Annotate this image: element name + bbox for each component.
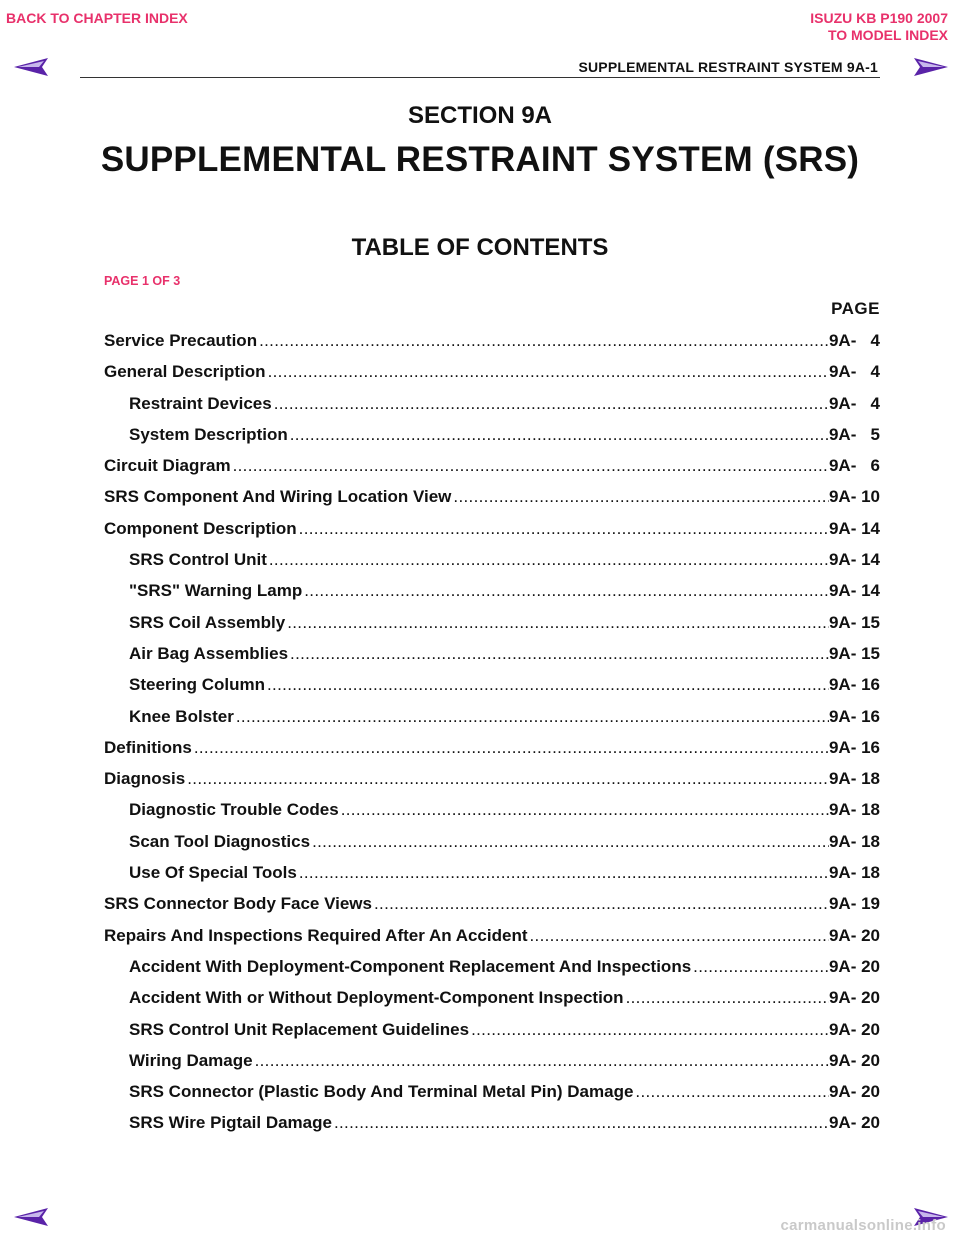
toc-entry-title: "SRS" Warning Lamp (129, 581, 303, 601)
toc-entry-title: SRS Coil Assembly (129, 612, 286, 632)
toc-entry[interactable] (104, 732, 880, 763)
toc-entry-title: Diagnostic Trouble Codes (129, 800, 339, 820)
toc-leader-dots (691, 951, 829, 982)
toc-entry[interactable] (104, 481, 880, 512)
toc-entry-page: 9A- 20 (828, 1019, 880, 1039)
toc-entry-title: Component Description (104, 518, 297, 538)
toc-entry[interactable] (104, 763, 880, 794)
toc-entry-title: System Description (129, 424, 288, 444)
toc-entry-page: 9A- 15 (828, 612, 880, 632)
toc-entry-page: 9A- 20 (828, 956, 880, 976)
toc-entry-title: Circuit Diagram (104, 456, 231, 476)
toc-entry-page: 9A- 20 (828, 1082, 880, 1102)
toc-entry-title: Repairs And Inspections Required After An Accident (104, 925, 528, 945)
model-title-link[interactable]: ISUZU KB P190 2007 (810, 10, 948, 26)
toc-entry[interactable] (104, 857, 880, 888)
toc-entry-title: SRS Control Unit Replacement Guidelines (129, 1019, 470, 1039)
toc-entry[interactable] (104, 356, 880, 387)
back-to-chapter-index-link[interactable]: BACK TO CHAPTER INDEX (6, 10, 188, 26)
toc-entry-title: Steering Column (129, 675, 266, 695)
toc-entry[interactable] (104, 888, 880, 919)
toc-entry-title: SRS Connector (Plastic Body And Terminal Metal Pin) Damage (129, 1082, 634, 1102)
toc-entry-title: SRS Control Unit (129, 550, 267, 570)
arrow-left-icon[interactable] (12, 1206, 52, 1228)
toc-entry-title: Knee Bolster (129, 706, 234, 726)
toc-entry[interactable] (104, 325, 880, 356)
toc-leader-dots (234, 701, 829, 732)
toc-entry-title: Restraint Devices (129, 393, 272, 413)
watermark: carmanualsonline.info (780, 1217, 946, 1234)
toc-entry-page: 9A- 4 (828, 331, 880, 350)
toc-leader-dots (265, 669, 829, 700)
toc-leader-dots (267, 544, 829, 575)
toc-leader-dots (192, 732, 829, 763)
toc-entry-title: General Description (104, 362, 266, 382)
arrow-right-icon[interactable] (910, 56, 950, 78)
toc-entry[interactable] (104, 450, 880, 481)
toc-leader-dots (272, 388, 829, 419)
toc-entry-title: Accident With Deployment-Component Replacement And Inspections (129, 956, 692, 976)
toc-entry[interactable] (104, 1076, 880, 1107)
toc-leader-dots (231, 450, 829, 481)
toc-leader-dots (528, 920, 829, 951)
toc-entry-page: 9A- 19 (828, 894, 880, 914)
toc-entry-page: 9A- 14 (828, 581, 880, 601)
toc-leader-dots (297, 513, 829, 544)
toc-leader-dots (624, 982, 829, 1013)
toc-leader-dots (451, 481, 829, 512)
toc-entry-page: 9A- 20 (828, 925, 880, 945)
toc-entry-title: Diagnosis (104, 769, 186, 789)
toc-entry-page: 9A- 20 (828, 1050, 880, 1070)
toc-entry[interactable] (104, 982, 880, 1013)
toc-entry-title: Wiring Damage (129, 1050, 253, 1070)
toc-entry-page: 9A- 18 (828, 831, 880, 851)
toc-leader-dots (288, 638, 829, 669)
toc-leader-dots (302, 575, 829, 606)
toc-entry-title: Definitions (104, 737, 192, 757)
toc-entry[interactable] (104, 1014, 880, 1045)
toc-leader-dots (633, 1076, 829, 1107)
toc-entry[interactable] (104, 920, 880, 951)
toc-entry-page: 9A- 6 (828, 456, 880, 476)
toc-entry-page: 9A- 4 (828, 362, 880, 382)
toc-leader-dots (332, 1107, 829, 1138)
toc-entry-title: Service Precaution (104, 331, 258, 350)
toc-leader-dots (372, 888, 829, 919)
arrow-left-icon[interactable] (12, 56, 52, 78)
toc-entry-title: SRS Wire Pigtail Damage (129, 1113, 332, 1133)
toc-leader-dots (185, 763, 829, 794)
toc-heading: TABLE OF CONTENTS (351, 234, 609, 261)
toc-entry-title: SRS Component And Wiring Location View (104, 487, 452, 507)
toc-entry[interactable] (104, 951, 880, 982)
toc-entry-title: Scan Tool Diagnostics (129, 831, 311, 851)
toc-entry-page: 9A- 15 (828, 643, 880, 663)
toc-entry[interactable] (104, 794, 880, 825)
toc-entry-page: 9A- 16 (828, 706, 880, 726)
toc-entry-page: 9A- 18 (828, 863, 880, 883)
toc-entry-page: 9A- 20 (828, 1113, 880, 1133)
toc-entry[interactable] (104, 388, 880, 419)
toc-entry-title: SRS Connector Body Face Views (104, 894, 372, 914)
toc-entry[interactable] (104, 419, 880, 450)
toc-entry[interactable] (104, 638, 880, 669)
toc-leader-dots (253, 1045, 829, 1076)
toc-leader-dots (297, 857, 829, 888)
toc-entry-page: 9A- 5 (828, 424, 880, 444)
section-label: SECTION 9A (407, 102, 553, 129)
running-header: SUPPLEMENTAL RESTRAINT SYSTEM 9A-1 (578, 59, 878, 75)
toc-entry-page: 9A- 14 (828, 550, 880, 570)
toc-list (104, 325, 880, 1139)
toc-entry-title: Air Bag Assemblies (129, 643, 289, 663)
toc-entry-title: Accident With or Without Deployment-Component Inspection (129, 988, 624, 1008)
toc-entry[interactable] (104, 1045, 880, 1076)
toc-entry[interactable] (104, 826, 880, 857)
toc-leader-dots (285, 607, 829, 638)
toc-entry-page: 9A- 4 (828, 393, 880, 413)
toc-leader-dots (469, 1014, 829, 1045)
toc-leader-dots (339, 794, 829, 825)
toc-entry-title: Use Of Special Tools (129, 863, 297, 883)
toc-leader-dots (310, 826, 829, 857)
toc-entry-page: 9A- 18 (828, 800, 880, 820)
document-title: SUPPLEMENTAL RESTRAINT SYSTEM (SRS) (100, 140, 860, 179)
toc-entry[interactable] (104, 1107, 880, 1138)
toc-entry[interactable] (104, 513, 880, 544)
toc-entry[interactable] (104, 669, 880, 700)
to-model-index-link[interactable]: TO MODEL INDEX (827, 27, 948, 43)
model-header (810, 10, 948, 44)
toc-entry-page: 9A- 10 (828, 487, 880, 507)
toc-leader-dots (288, 419, 829, 450)
toc-leader-dots (266, 356, 829, 387)
toc-entry-page: 9A- 16 (828, 737, 880, 757)
toc-entry[interactable] (104, 575, 880, 606)
header-divider (80, 77, 880, 78)
toc-entry-page: 9A- 18 (828, 769, 880, 789)
toc-entry[interactable] (104, 544, 880, 575)
page-column-header: PAGE (831, 299, 880, 318)
toc-entry[interactable] (104, 607, 880, 638)
toc-entry[interactable] (104, 701, 880, 732)
page-count-label: PAGE 1 OF 3 (104, 274, 181, 288)
toc-entry-page: 9A- 14 (828, 518, 880, 538)
toc-leader-dots (257, 325, 829, 356)
toc-entry-page: 9A- 20 (828, 988, 880, 1008)
toc-entry-page: 9A- 16 (828, 675, 880, 695)
